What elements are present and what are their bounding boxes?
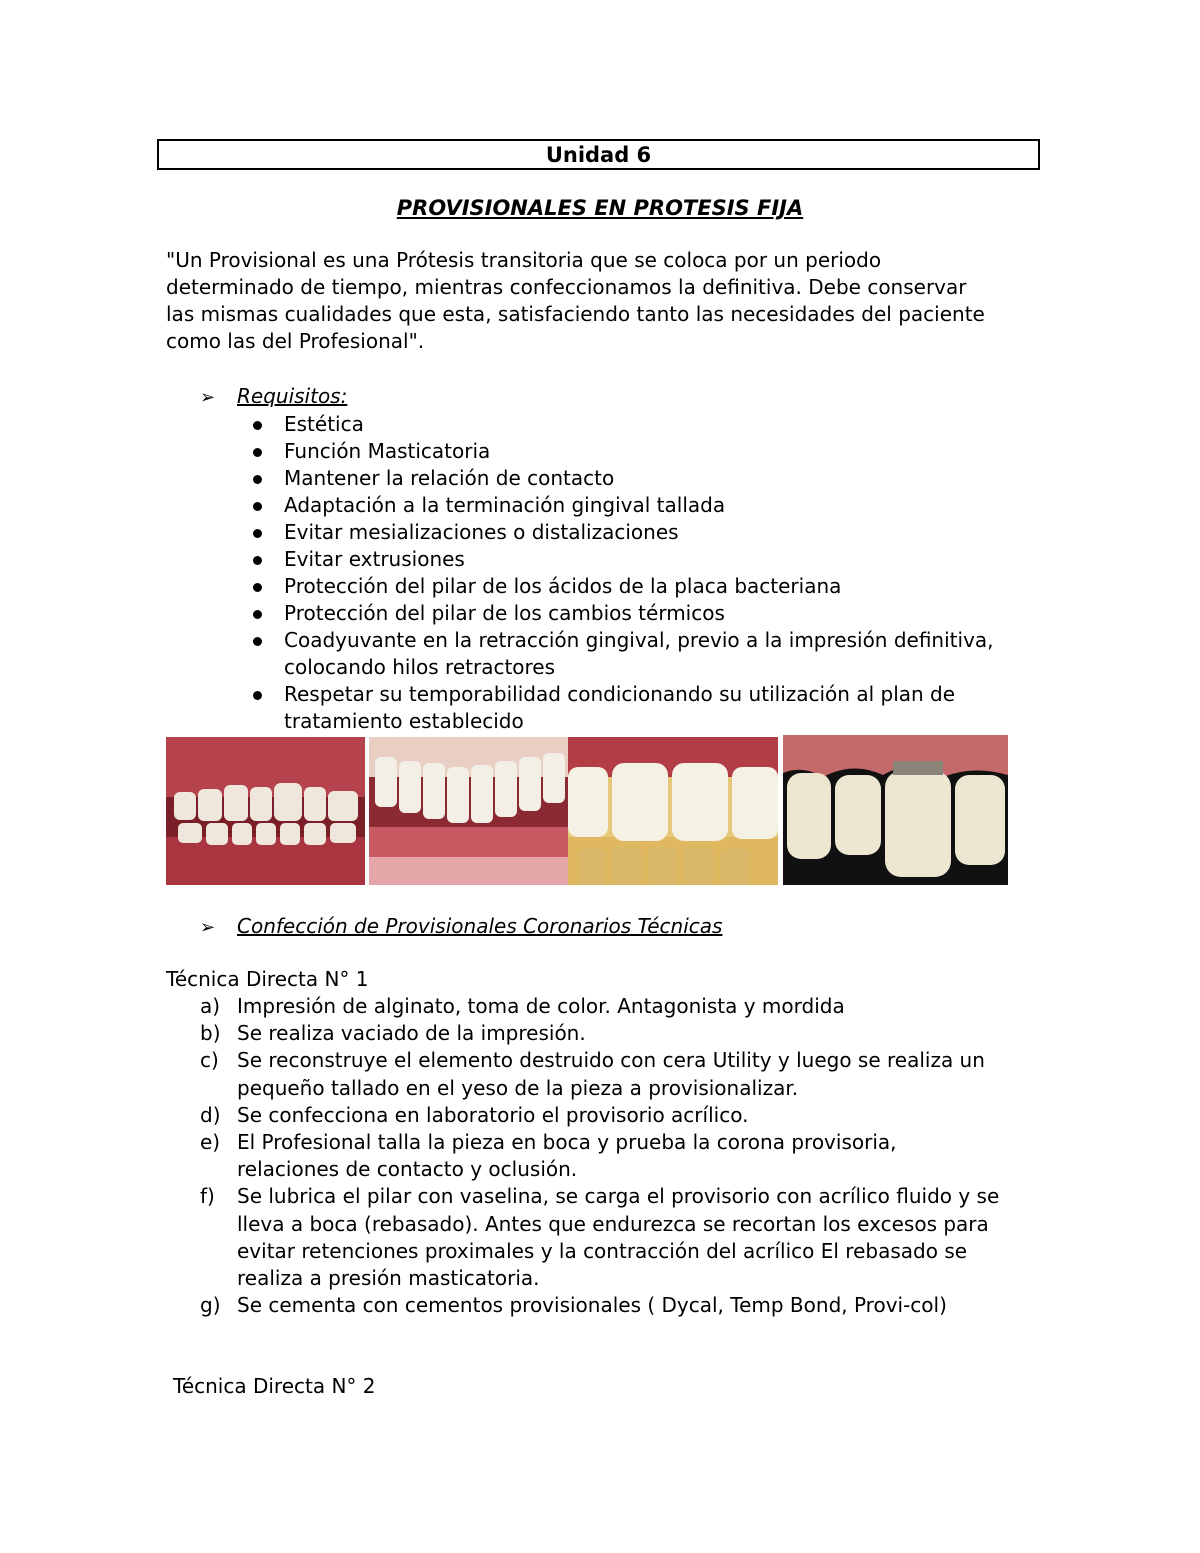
unit-title: Unidad 6 [545,143,652,167]
step-text: evitar retenciones proximales y la contracción del acrílico El rebasado se [237,1238,968,1263]
requisito-text: Evitar extrusiones [284,547,465,571]
bullet-dot-icon [253,421,262,430]
requisito-text: Protección del pilar de los ácidos de la placa bacteriana [284,574,842,598]
requisito-item [250,600,1050,627]
step-label: e) [200,1130,221,1155]
requisitos-list [250,411,1050,735]
step-text: Se reconstruye el elemento destruido con cera Utility y luego se realiza un [237,1048,985,1073]
step-label: a) [200,994,221,1018]
step-text: Se confecciona en laboratorio el provisorio acrílico. [237,1102,749,1127]
requisito-text: Adaptación a la terminación gingival tallada [284,493,726,517]
arrow-bullet-icon: ➢ [200,917,216,938]
requisito-item [250,519,1050,546]
step-label: g) [200,1293,221,1318]
requisito-text: tratamiento establecido [284,709,524,733]
intro-line: determinado de tiempo, mientras confeccionamos la definitiva. Debe conservar [166,275,967,299]
step-label: b) [200,1021,221,1046]
step-text: lleva a boca (rebasado). Antes que endurezca se recortan los excesos para [237,1211,989,1236]
requisito-text: Estética [284,412,364,436]
intro-line: como las del Profesional". [166,329,425,353]
bullet-dot-icon [253,583,262,592]
step-text: Impresión de alginato, toma de color. Antagonista y mordida [237,994,845,1018]
requisito-item [250,492,1050,519]
step-label: f) [200,1184,215,1209]
requisito-item [250,681,1050,735]
requisito-text: Función Masticatoria [284,439,491,463]
requisito-text: Mantener la relación de contacto [284,466,615,490]
intro-line: "Un Provisional es una Prótesis transitoria que se coloca por un periodo [166,248,882,272]
step-text: pequeño tallado en el yeso de la pieza a provisionalizar. [237,1075,799,1100]
unit-heading-box [157,139,1040,170]
intro-paragraph [166,247,1046,355]
confeccion-heading [200,913,722,941]
provisional-photo-3 [568,737,778,885]
confeccion-heading-text: Confección de Provisionales Coronarios Técnicas [237,914,723,938]
requisito-item [250,411,1050,438]
bullet-dot-icon [253,637,262,646]
requisito-text: Evitar mesializaciones o distalizaciones [284,520,679,544]
requisito-item [250,465,1050,492]
tecnica-2-heading: Técnica Directa N° 2 [173,1374,376,1398]
bullet-dot-icon [253,691,262,700]
tecnica-step [200,1047,1060,1101]
tecnica-step [200,993,1060,1020]
provisional-photo-4 [783,735,1008,885]
step-text: El Profesional talla la pieza en boca y prueba la corona provisoria, [237,1130,897,1155]
document-title: PROVISIONALES EN PROTESIS FIJA [396,196,804,220]
step-text: Se lubrica el pilar con vaselina, se carga el provisorio con acrílico fluido y se [237,1184,1000,1209]
requisito-text: colocando hilos retractores [284,655,556,679]
requisito-text: Protección del pilar de los cambios térmicos [284,601,725,625]
step-text: Se realiza vaciado de la impresión. [237,1021,586,1046]
intro-line: las mismas cualidades que esta, satisfaciendo tanto las necesidades del paciente [166,302,985,326]
tecnica-step [200,1129,1060,1183]
bullet-dot-icon [253,610,262,619]
tecnica-1-heading: Técnica Directa N° 1 [166,967,369,991]
bullet-dot-icon [253,448,262,457]
bullet-dot-icon [253,556,262,565]
tecnica-step [200,1183,1060,1292]
bullet-dot-icon [253,502,262,511]
step-label: c) [200,1048,219,1073]
requisito-item [250,573,1050,600]
step-text: relaciones de contacto y oclusión. [237,1157,578,1182]
tecnica-step [200,1020,1060,1047]
tecnica-step [200,1102,1060,1129]
provisional-photo-2 [369,737,568,885]
requisitos-heading-text: Requisitos: [237,384,348,408]
requisitos-heading [200,383,347,411]
bullet-dot-icon [253,475,262,484]
step-label: d) [200,1102,221,1127]
requisito-text: Respetar su temporabilidad condicionando su utilización al plan de [284,682,956,706]
requisito-item [250,546,1050,573]
bullet-dot-icon [253,529,262,538]
photo-strip [0,735,1200,885]
provisional-photo-1 [166,737,365,885]
requisito-item [250,627,1050,681]
tecnica-1-steps [200,993,1060,1319]
step-text: Se cementa con cementos provisionales ( Dycal, Temp Bond, Provi-col) [237,1293,947,1318]
requisito-item [250,438,1050,465]
step-text: realiza a presión masticatoria. [237,1266,540,1291]
requisito-text: Coadyuvante en la retracción gingival, previo a la impresión definitiva, [284,628,994,652]
arrow-bullet-icon: ➢ [200,387,216,408]
tecnica-step [200,1292,1060,1319]
